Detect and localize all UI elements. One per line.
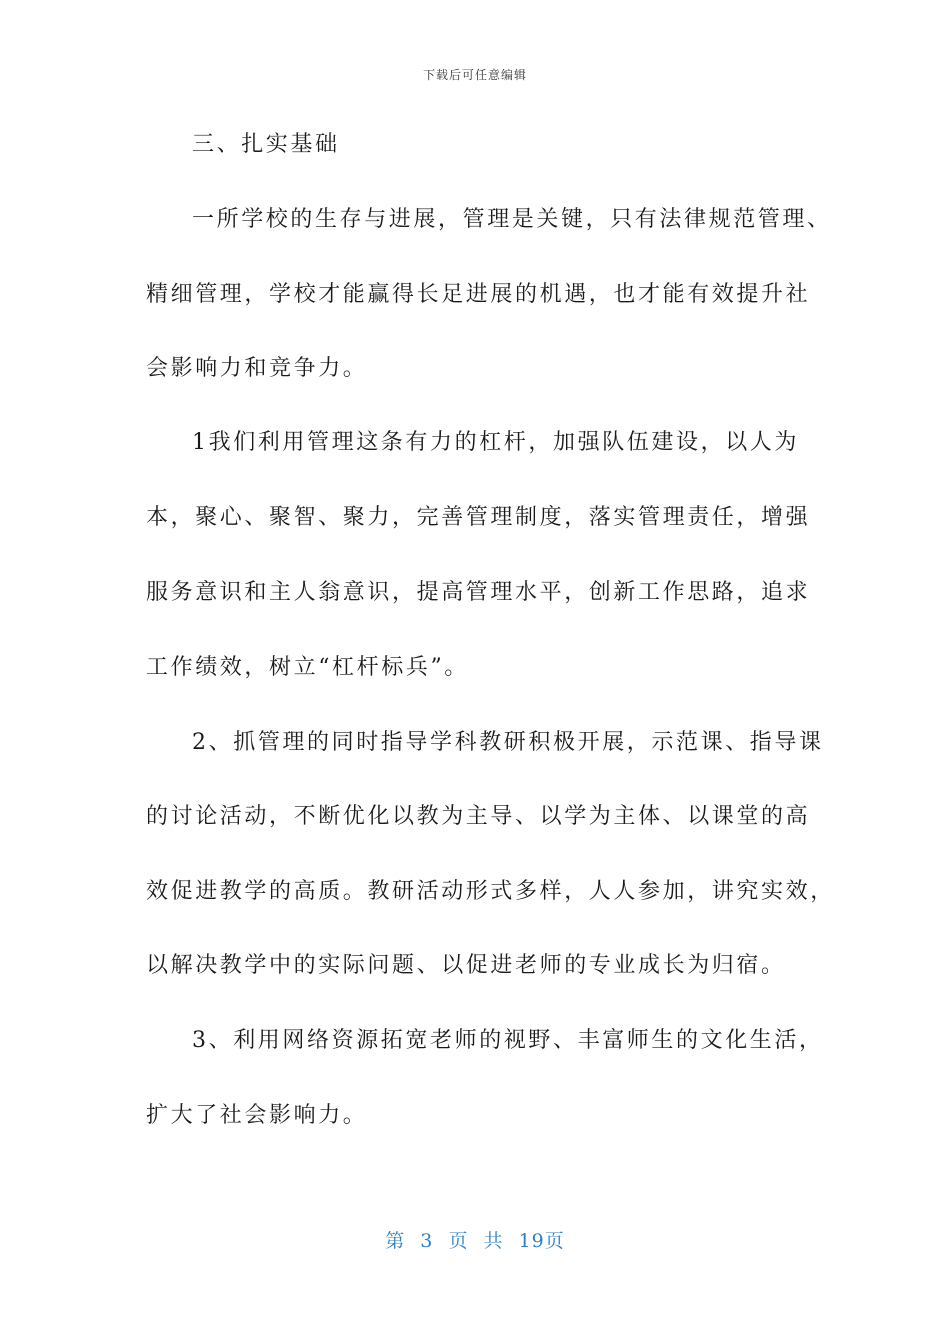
section-heading: 三、扎实基础 [192, 132, 340, 157]
paragraph-line: 一所学校的生存与进展，管理是关键，只有法律规范管理、 [192, 207, 832, 232]
paragraph-line: 1我们利用管理这条有力的杠杆，加强队伍建设，以人为 [192, 430, 799, 455]
header-note: 下载后可任意编辑 [422, 68, 527, 82]
paragraph-line: 2、抓管理的同时指导学科教研积极开展，示范课、指导课 [192, 730, 824, 755]
footer-current-page: 3 [420, 1230, 434, 1252]
paragraph-line: 以解决教学中的实际问题、以促进老师的专业成长为归宿。 [146, 953, 786, 978]
paragraph-line: 3、利用网络资源拓宽老师的视野、丰富师生的文化生活， [192, 1028, 824, 1053]
paragraph-line: 扩大了社会影响力。 [146, 1103, 368, 1128]
paragraph-line: 本，聚心、聚智、聚力，完善管理制度，落实管理责任，增强 [146, 505, 811, 530]
page-footer [0, 1226, 950, 1253]
paragraph-line: 效促进教学的高质。教研活动形式多样，人人参加，讲究实效， [146, 879, 835, 904]
footer-prefix: 第 [385, 1230, 406, 1252]
footer-mid: 页 [448, 1230, 469, 1252]
footer-total-label: 共 [483, 1230, 504, 1252]
paragraph-line: 会影响力和竞争力。 [146, 356, 368, 381]
footer-total-pages: 19页 [518, 1230, 565, 1252]
paragraph-line: 的讨论活动，不断优化以教为主导、以学为主体、以课堂的高 [146, 804, 811, 829]
paragraph-line: 精细管理，学校才能赢得长足进展的机遇，也才能有效提升社 [146, 282, 811, 307]
paragraph-line: 服务意识和主人翁意识，提高管理水平，创新工作思路，追求 [146, 580, 811, 605]
paragraph-line: 工作绩效，树立“杠杆标兵”。 [146, 655, 469, 680]
